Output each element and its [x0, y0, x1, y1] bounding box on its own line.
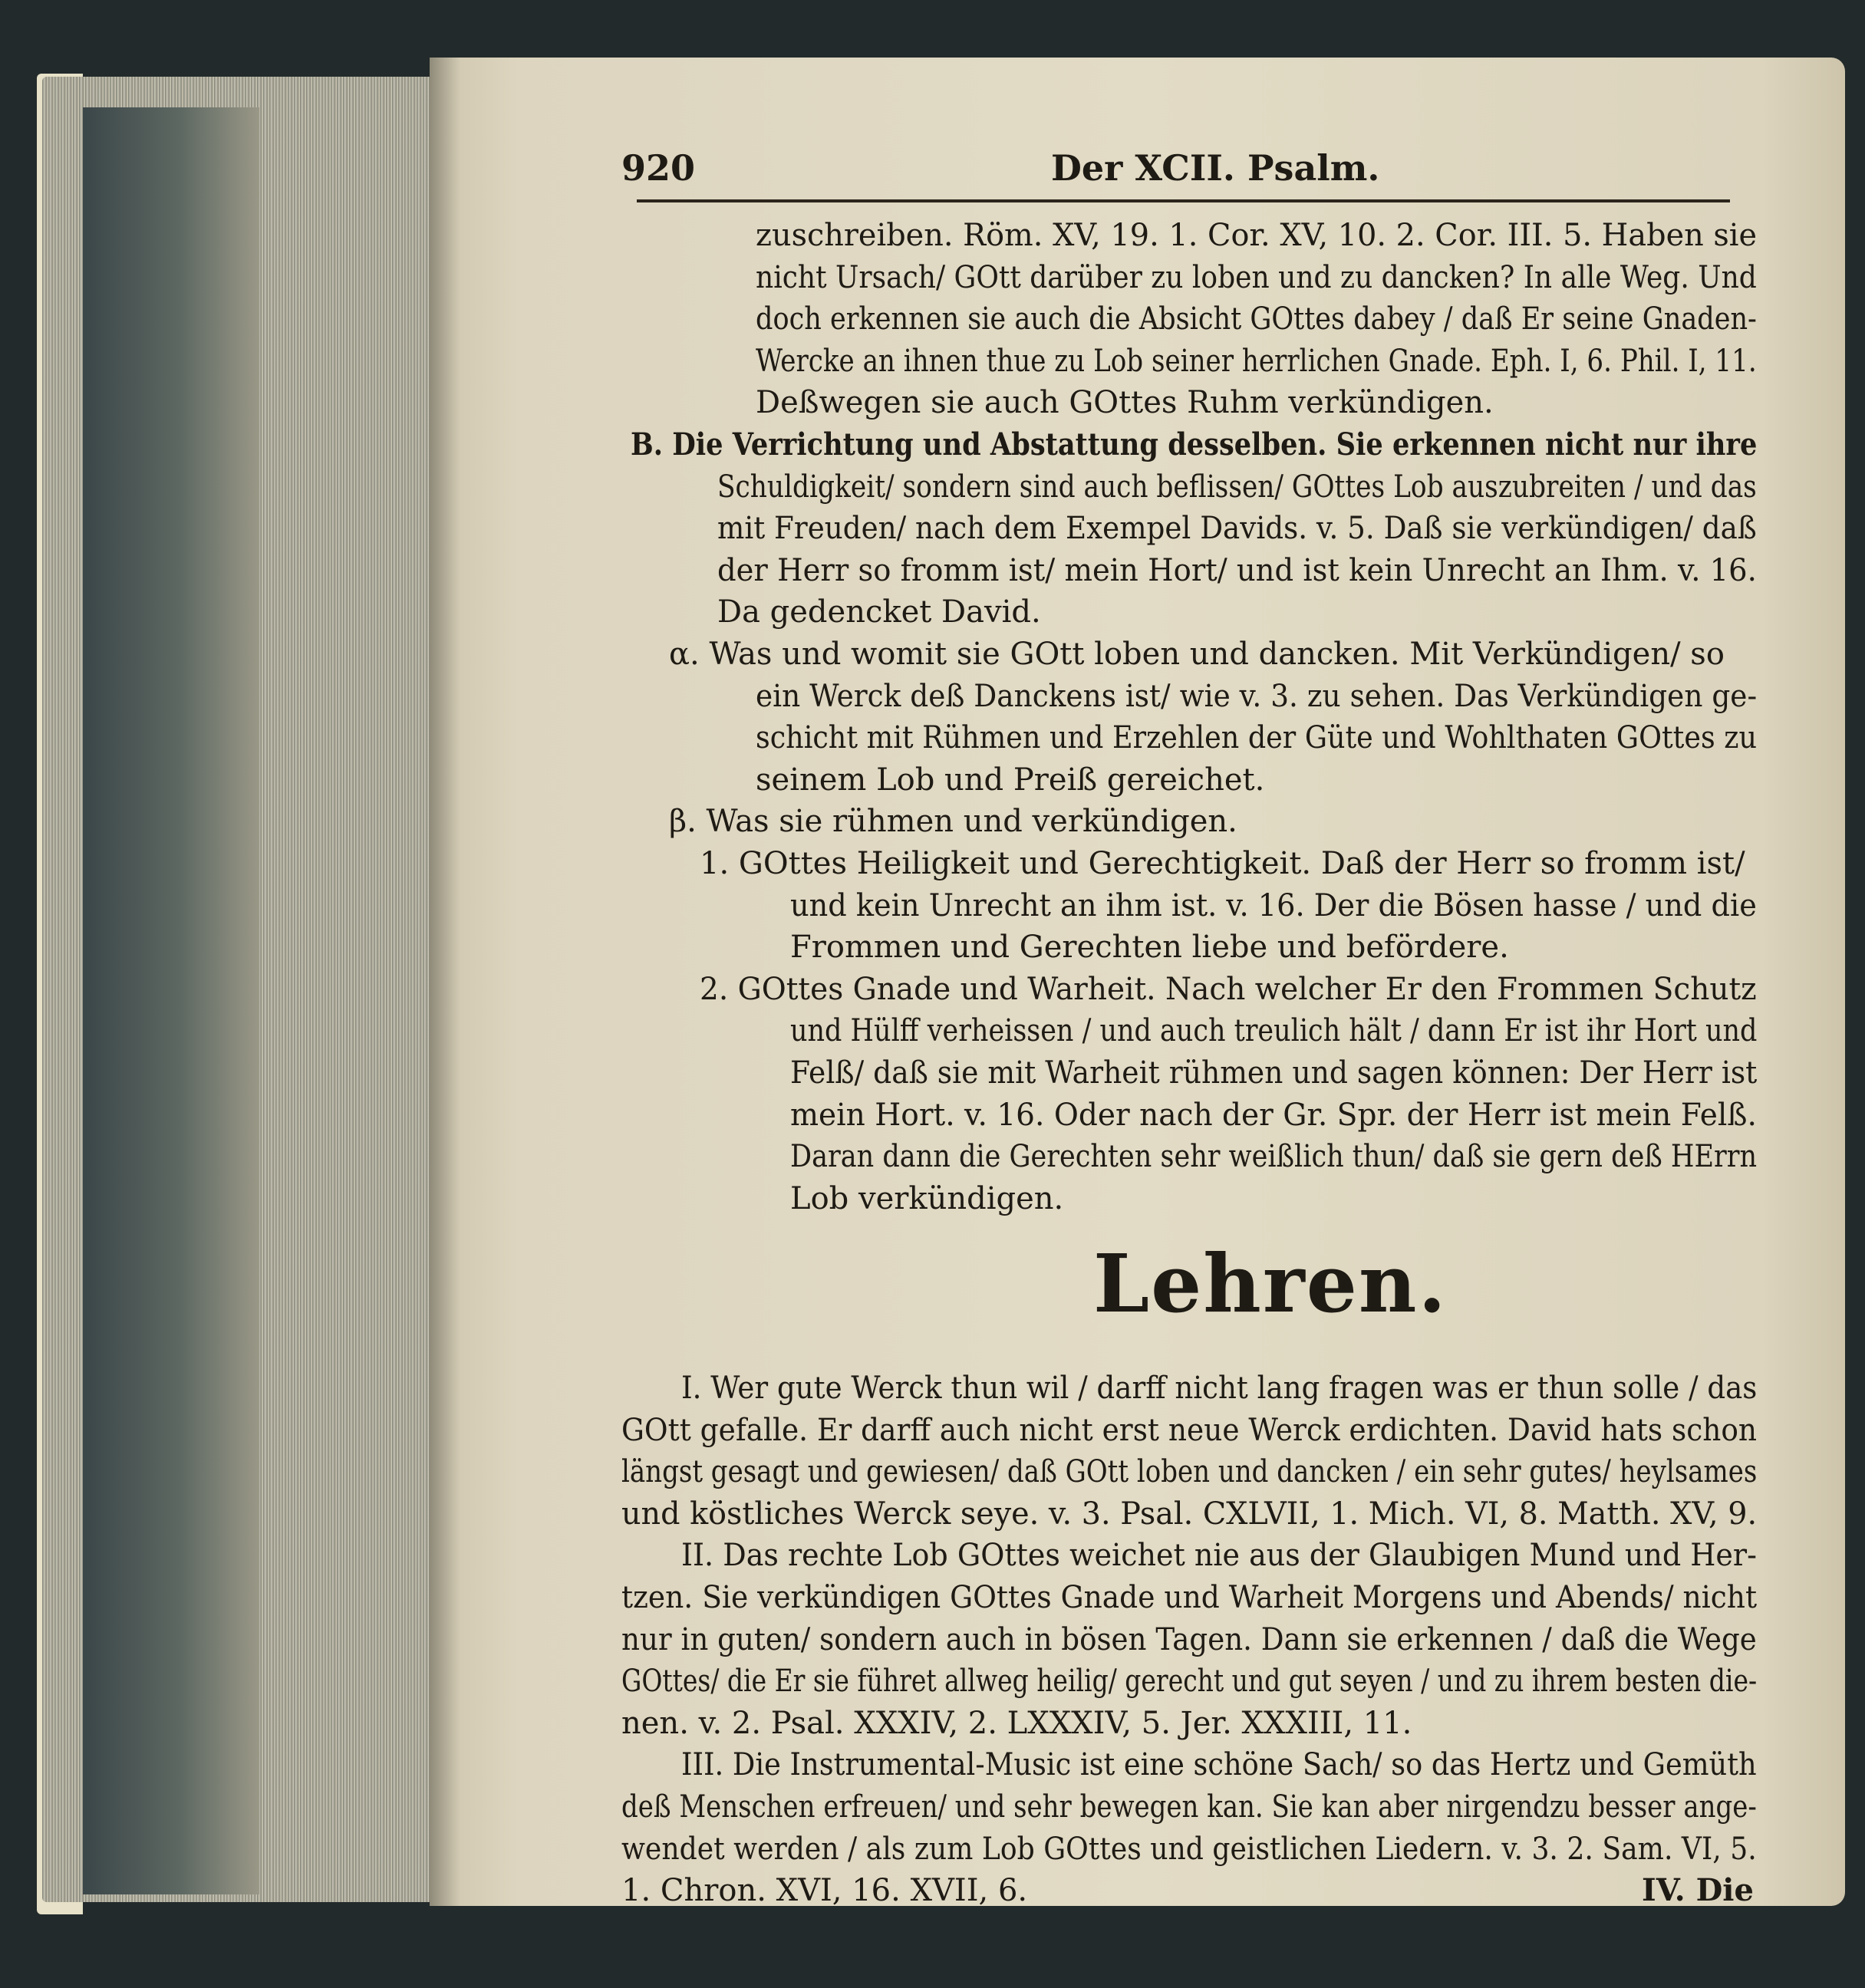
page-number: 920: [621, 147, 696, 189]
text-line: Da gedencket David.: [717, 594, 1041, 630]
text-line: III. Die Instrumental-Music ist eine schöne Sach/ so das Hertz und Gemüth: [681, 1747, 1757, 1782]
text-line: Daran dann die Gerechten sehr weißlich thun/ daß sie gern deß HErrn: [790, 1139, 1758, 1174]
text-line: nicht Ursach/ GOtt darüber zu loben und zu dancken? In alle Weg. Und: [756, 260, 1757, 295]
text-line: Deßwegen sie auch GOttes Ruhm verkündigen.: [756, 385, 1494, 420]
text-line: GOtt gefalle. Er darff auch nicht erst neue Werck erdichten. David hats schon: [621, 1413, 1758, 1448]
text-line: wendet werden / als zum Lob GOttes und geistlichen Liedern. v. 3. 2. Sam. VI, 5.: [621, 1832, 1757, 1867]
text-line: Lob verkündigen.: [790, 1181, 1064, 1216]
text-line: mit Freuden/ nach dem Exempel Davids. v. 5. Daß sie verkündigen/ daß: [717, 511, 1757, 546]
section-heading: Lehren.: [1093, 1236, 1448, 1331]
text-line: B. Die Verrichtung und Abstattung desselben. Sie erkennen nicht nur ihre: [631, 426, 1758, 462]
text-line: doch erkennen sie auch die Absicht GOttes dabey / daß Er seine Gnaden-: [756, 301, 1757, 337]
text-line: längst gesagt und gewiesen/ daß GOtt loben und dancken / ein sehr gutes/ heylsames: [621, 1454, 1758, 1489]
text-line: β. Was sie rühmen und verkündigen.: [669, 804, 1237, 839]
text-line: I. Wer gute Werck thun wil / darff nicht lang fragen was er thun solle / das: [681, 1371, 1758, 1406]
header-rule: [637, 199, 1730, 202]
text-line: der Herr so fromm ist/ mein Hort/ und ist kein Unrecht an Ihm. v. 16.: [717, 553, 1757, 588]
text-line: Frommen und Gerechten liebe und befördere.: [790, 930, 1509, 965]
text-line: deß Menschen erfreuen/ und sehr bewegen kan. Sie kan aber nirgendzu besser ange-: [621, 1789, 1757, 1825]
text-line: mein Hort. v. 16. Oder nach der Gr. Spr. der Herr ist mein Felß.: [790, 1098, 1757, 1133]
text-line: Schuldigkeit/ sondern sind auch beflissen/ GOttes Lob auszubreiten / und das: [717, 469, 1757, 505]
text-line: Felß/ daß sie mit Warheit rühmen und sagen können: Der Herr ist: [790, 1055, 1758, 1091]
text-line: 1. Chron. XVI, 16. XVII, 6.: [621, 1873, 1028, 1908]
text-line: 1. GOttes Heiligkeit und Gerechtigkeit. Daß der Herr so fromm ist/: [700, 846, 1745, 881]
catchword: IV. Die: [1642, 1872, 1754, 1908]
text-line: und kein Unrecht an ihm ist. v. 16. Der die Bösen hasse / und die: [790, 888, 1757, 923]
text-line: GOttes/ die Er sie führet allweg heilig/ gerecht und gut seyen / und zu ihrem besten die-: [621, 1664, 1758, 1699]
text-line: und köstliches Werck seye. v. 3. Psal. CXLVII, 1. Mich. VI, 8. Matth. XV, 9.: [621, 1496, 1758, 1532]
text-line: nen. v. 2. Psal. XXXIV, 2. LXXXIV, 5. Jer. XXXIII, 11.: [621, 1706, 1412, 1741]
text-line: nur in guten/ sondern auch in bösen Tagen. Dann sie erkennen / daß die Wege: [621, 1622, 1757, 1657]
text-line: II. Das rechte Lob GOttes weichet nie aus der Glaubigen Mund und Her-: [681, 1538, 1757, 1573]
text-line: zuschreiben. Röm. XV, 19. 1. Cor. XV, 10. 2. Cor. III. 5. Haben sie: [756, 218, 1758, 253]
text-line: und Hülff verheissen / und auch treulich hält / dann Er ist ihr Hort und: [790, 1013, 1758, 1048]
text-line: ein Werck deß Danckens ist/ wie v. 3. zu sehen. Das Verkündigen ge-: [756, 679, 1758, 714]
text-line: Wercke an ihnen thue zu Lob seiner herrlichen Gnade. Eph. I, 6. Phil. I, 11.: [756, 344, 1757, 379]
text-line: 2. GOttes Gnade und Warheit. Nach welcher Er den Frommen Schutz: [700, 972, 1757, 1007]
running-title: Der XCII. Psalm.: [1051, 147, 1380, 189]
text-line: schicht mit Rühmen und Erzehlen der Güte und Wohlthaten GOttes zu: [756, 720, 1758, 755]
text-line: seinem Lob und Preiß gereichet.: [756, 762, 1265, 798]
text-line: α. Was und womit sie GOtt loben und dancken. Mit Verkündigen/ so: [669, 637, 1725, 672]
text-line: tzen. Sie verkündigen GOttes Gnade und Warheit Morgens und Abends/ nicht: [621, 1580, 1758, 1615]
